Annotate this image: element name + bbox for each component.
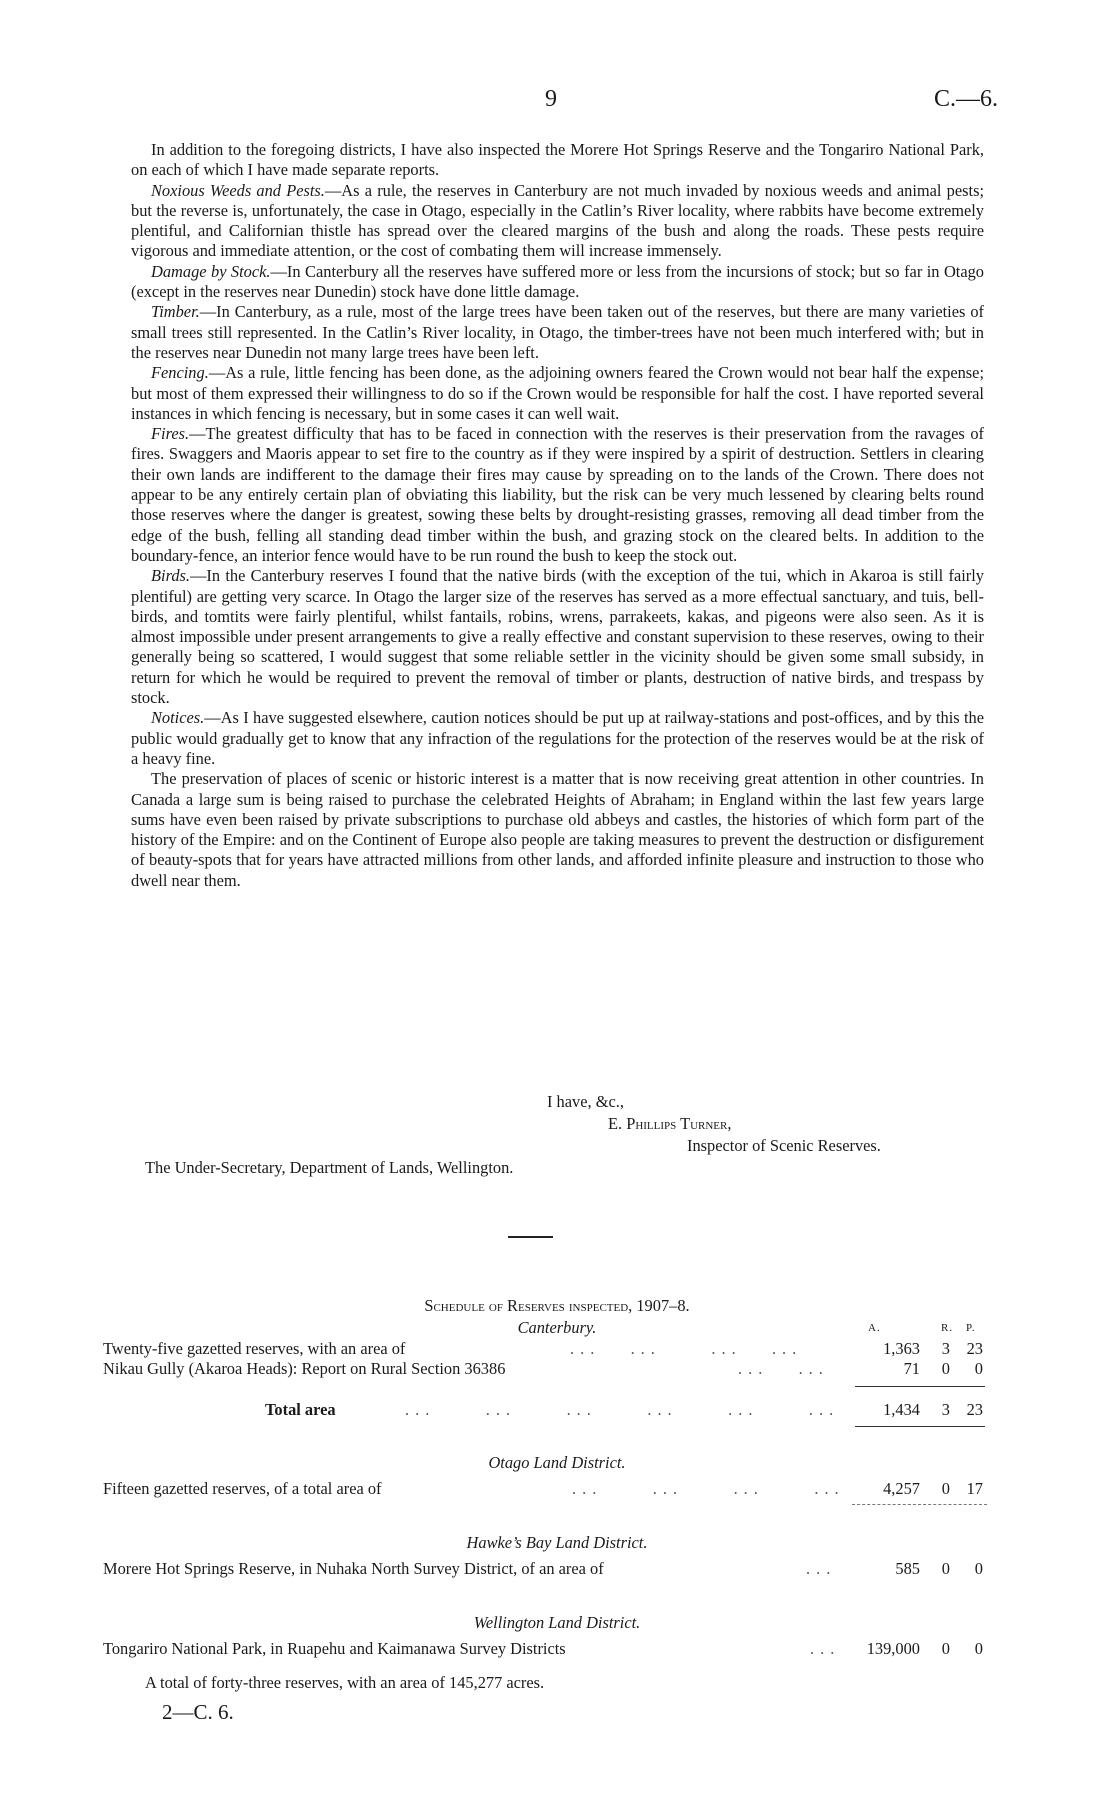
unit-acres-header: A. — [868, 1322, 881, 1334]
roods-value: 0 — [941, 1359, 950, 1378]
signatory-title: Inspector of Scenic Reserves. — [687, 1136, 881, 1155]
acres-value: 585 — [895, 1559, 920, 1578]
roods-value: 3 — [941, 1400, 950, 1419]
leader-dots: ... ... ... ... — [570, 1339, 803, 1358]
paragraph-fires: Fires.—The greatest difficulty that has to be faced in connection with the reserves is their preservation from the ravages of fires. Swaggers and Maoris appear to set fire to the country as if they were inspired by a spirit of destruction. Settlers in clearing their own lands are indifferent to the damage their fires may cause by spreading on to the lands of the Crown. There does not appear to be any entirely certain plan of obviating this liability, but the risk can be very much lessened by clearing belts round those reserves where the danger is greatest, sowing these belts by drought-resisting grasses, removing all dead timber from the edge of the bush, felling all standing dead timber within the bush, and grazing stock on the cleared belts. In addition to the boundary-fence, an interior fence would have to be run round the bush to keep the stock out. — [131, 424, 984, 565]
district-heading-wellington: Wellington Land District. — [473, 1613, 641, 1632]
paragraph-heading: Birds. — [151, 566, 191, 586]
unit-perches-header: P. — [966, 1322, 976, 1334]
sum-rule — [852, 1504, 987, 1505]
roods-value: 0 — [941, 1639, 950, 1658]
schedule-title: Schedule of Reserves inspected, 1907–8. — [424, 1296, 690, 1315]
perches-value: 0 — [974, 1639, 983, 1658]
paragraph-heading: Timber. — [151, 302, 200, 322]
leader-dots: ... ... — [738, 1359, 829, 1378]
roods-value: 0 — [941, 1559, 950, 1578]
schedule-row-description: Morere Hot Springs Reserve, in Nuhaka North Survey District, of an area of — [103, 1559, 604, 1578]
acres-value: 71 — [903, 1359, 920, 1378]
paragraph-preservation: The preservation of places of scenic or historic interest is a matter that is now receiving great attention in other countries. In Canada a large sum is being raised to purchase the celebrated Heights of Abraham; in England within the last few years large sums have even been raised by private subscriptions to purchase old abbeys and castles, the histories of which form part of the history of the Empire: and on the Continent of Europe also people are taking measures to prevent the destruction or disfigurement of beauty-spots that for years have attracted millions from other lands, and afforded infinite pleasure and instruction to those who dwell near them. — [131, 769, 984, 890]
report-body — [131, 140, 984, 891]
section-divider — [508, 1236, 553, 1238]
district-heading-otago: Otago Land District. — [488, 1453, 626, 1472]
perches-value: 23 — [966, 1400, 983, 1419]
paragraph-damage-by-stock: Damage by Stock.—In Canterbury all the reserves have suffered more or less from the incursions of stock; but so far in Otago (except in the reserves near Dunedin) stock have done little damage. — [131, 261, 985, 302]
schedule-row-description: Nikau Gully (Akaroa Heads): Report on Rural Section 36386 — [103, 1359, 506, 1378]
paragraph-notices: Notices.—As I have suggested elsewhere, caution notices should be put up at railway-stations and post-offices, and by this the public would gradually get to know that any infraction of the regulations for the protection of the reserves would be at the risk of a heavy fine. — [131, 708, 984, 768]
paragraph-heading: Fires. — [151, 424, 190, 444]
perches-value: 23 — [966, 1339, 983, 1358]
paragraph-intro: In addition to the foregoing districts, I have also inspected the Morere Hot Springs Reserve and the Tongariro National Park, on each of which I have made separate reports. — [131, 140, 984, 180]
paragraph-noxious-weeds: Noxious Weeds and Pests.—As a rule, the reserves in Canterbury are not much invaded by noxious weeds and animal pests; but the reverse is, unfortunately, the case in Otago, especially in the Catlin’s River locality, where rabbits have become extremely plentiful, and Californian thistle has spread over the cleared margins of the bush and along the roads. These pests require vigorous and immediate attention, or the cost of combating them will increase immensely. — [131, 180, 984, 261]
paragraph-heading: Damage by Stock. — [151, 261, 271, 281]
schedule-summary: A total of forty-three reserves, with an area of 145,277 acres. — [145, 1673, 545, 1692]
paragraph-heading: Notices. — [151, 708, 205, 728]
paragraph-heading: Noxious Weeds and Pests. — [151, 180, 325, 200]
leader-dots: ... ... ... ... ... ... — [405, 1400, 840, 1419]
sum-rule — [855, 1386, 985, 1387]
roods-value: 0 — [941, 1479, 950, 1498]
acres-value: 1,434 — [883, 1400, 920, 1419]
schedule-row-description: Fifteen gazetted reserves, of a total area of — [103, 1479, 382, 1498]
roods-value: 3 — [941, 1339, 950, 1358]
paragraph-heading: Fencing. — [151, 363, 209, 383]
district-heading-canterbury: Canterbury. — [517, 1318, 597, 1337]
perches-value: 17 — [966, 1479, 983, 1498]
unit-roods-header: R. — [941, 1322, 954, 1334]
total-area-label: Total area — [265, 1400, 336, 1419]
paragraph-timber: Timber.—In Canterbury, as a rule, most of the large trees have been taken out of the reserves, but there are many varieties of small trees still represented. In the Catlin’s River locality, in Otago, the timber-trees have not been much interfered with; but in the reserves near Dunedin not many large trees have been left. — [131, 302, 984, 362]
paragraph-fencing: Fencing.—As a rule, little fencing has been done, as the adjoining owners feared the Crown would not bear half the expense; but most of them expressed their willingness to do so if the Crown would be responsible for half the cost. I have reported several instances in which fencing is necessary, but in some cases it can well wait. — [131, 363, 984, 423]
salutation: I have, &c., — [547, 1092, 624, 1111]
perches-value: 0 — [974, 1559, 983, 1578]
district-heading-hawkes-bay: Hawke’s Bay Land District. — [466, 1533, 648, 1552]
schedule-row-description: Twenty-five gazetted reserves, with an area of — [103, 1339, 406, 1358]
acres-value: 4,257 — [883, 1479, 920, 1498]
sum-rule — [855, 1426, 985, 1427]
leader-dots: ... ... ... ... — [572, 1479, 845, 1498]
signatory-name: E. Phillips Turner, — [608, 1114, 732, 1133]
page-number: 9 — [545, 86, 557, 112]
paragraph-birds: Birds.—In the Canterbury reserves I found that the native birds (with the exception of the tui, which in Akaroa is still fairly plentiful) are getting very scarce. In Otago the larger size of the reserves has served as a more effectual sanctuary, and tuis, bell-birds, and tomtits were fairly plentiful, whilst fantails, robins, wrens, parrakeets, kakas, and pigeons were also seen. As it is almost impossible under present arrangements to give a really effective and constant supervision to these reserves, owing to their generally being so scattered, I would suggest that some reliable settler in the vicinity should be given some small subsidy, in return for which he would be required to prevent the removal of timber or plants, destruction of native birds, and trespass by stock. — [131, 566, 984, 708]
acres-value: 139,000 — [866, 1639, 920, 1658]
schedule-row-description: Tongariro National Park, in Ruapehu and Kaimanawa Survey Districts — [103, 1639, 566, 1658]
leader-dots: ... — [806, 1559, 837, 1578]
addressee: The Under-Secretary, Department of Lands, Wellington. — [145, 1158, 514, 1177]
footer-signature-mark: 2—C. 6. — [162, 1700, 234, 1724]
leader-dots: ... — [810, 1639, 841, 1658]
perches-value: 0 — [974, 1359, 983, 1378]
document-reference: C.—6. — [934, 86, 999, 112]
acres-value: 1,363 — [883, 1339, 920, 1358]
